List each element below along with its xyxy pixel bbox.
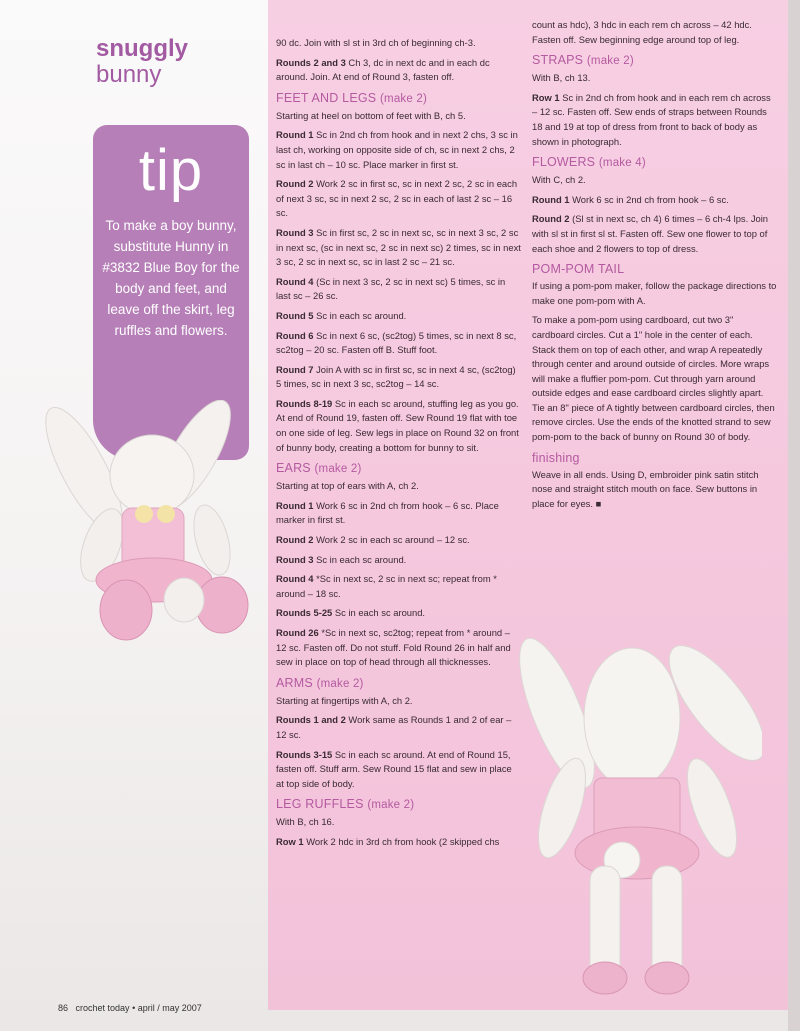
ears-round-1: Round 1 Work 6 sc in 2nd ch from hook – 6 sc. Place marker in first st. (276, 499, 499, 526)
ears-round-3: Round 3 Sc in each sc around. (276, 553, 407, 565)
instructions-column-2 (532, 18, 777, 516)
straps-start: With B, ch 13. (532, 72, 591, 84)
section-heading-flowers: FLOWERS (make 4) (532, 155, 646, 170)
tail-para-2: To make a pom-pom using cardboard, cut two 3" cardboard circles. Cut a 1" hole in the center of each. Stack them on top of each other, and wrap A repeatedly through center and around outside of circles. More wraps will make a fluffier pom-pom. Cut through yarn around outside edges and ease cardboard circles slightly apart. Tie an 8" piece of A tightly between cardboard circles, then remove circles. Use the ends of the knotted strand to sew pom-pom to the back of bunny on Round 30 of body. (532, 314, 775, 443)
section-heading-ruffles: LEG RUFFLES (make 2) (276, 797, 415, 812)
section-heading-tail: POM-POM TAIL (532, 262, 625, 277)
finishing-text: Weave in all ends. Using D, embroider pink satin stitch nose and straight stitch mouth on face. Sew buttons in place for eyes. ■ (532, 468, 759, 509)
feet-round-5: Round 5 Sc in each sc around. (276, 309, 407, 321)
footer-bullet: • (132, 1003, 136, 1013)
straps-row-1: Row 1 Sc in 2nd ch from hook and in each rem ch across – 12 sc. Fasten off. Sew ends of straps between Rounds 18 and 19 at top of dress from front to back of body as shown in photograph. (532, 91, 771, 147)
section-heading-arms: ARMS (make 2) (276, 675, 364, 690)
title-line-2: bunny (96, 61, 162, 88)
flowers-round-2: Round 2 (Sl st in next sc, ch 4) 6 times – 6 ch-4 lps. Join with sl st in first sl st. Fasten off. Sew one flower to top of each shoe and 2 flowers to top of dress. (532, 213, 769, 254)
feet-round-7: Round 7 Join A with sc in first sc, sc in next 4 sc, (sc2tog) 5 times, sc in next 3 sc, sc2tog – 14 sc. (276, 363, 516, 390)
feet-round-4: Round 4 (Sc in next 3 sc, 2 sc in next sc) 5 times, sc in last sc – 26 sc. (276, 275, 506, 302)
ears-round-4: Round 4 *Sc in next sc, 2 sc in next sc; repeat from * around – 18 sc. (276, 573, 497, 599)
flowers-start: With C, ch 2. (532, 174, 586, 186)
ears-round-26: Round 26 *Sc in next sc, sc2tog; repeat from * around – 12 sc. Fasten off. Do not stuff. Fold Round 26 in half and sew in place on top of head through all thicknesses. (276, 627, 511, 668)
section-heading-finishing: finishing (532, 450, 580, 465)
page-footer (58, 1003, 202, 1013)
tail-para-1: If using a pom-pom maker, follow the package directions to make one pom-pom with A. (532, 280, 777, 306)
feet-round-1: Round 1 Sc in 2nd ch from hook and in next 2 chs, 3 sc in last ch, working on opposite side of ch, sc in next 2 chs, 2 sc in last ch – 10 sc. Place marker in first st. (276, 129, 518, 170)
feet-start: Starting at heel on bottom of feet with B, ch 5. (276, 109, 466, 121)
section-heading-feet: FEET AND LEGS (make 2) (276, 90, 427, 105)
col2-intro: count as hdc), 3 hdc in each rem ch across – 42 hdc. Fasten off. Sew beginning edge around top of leg. (532, 19, 752, 45)
feet-round-2: Round 2 Work 2 sc in first sc, sc in next 2 sc, 2 sc in each of next 3 sc, sc in next 2 sc, 2 sc in each of last 2 sc – 16 sc. (276, 178, 518, 219)
ruffles-row-1: Row 1 Work 2 hdc in 3rd ch from hook (2 skipped chs (276, 835, 500, 847)
tip-heading: tip (138, 138, 204, 203)
feet-round-3: Round 3 Sc in first sc, 2 sc in next sc, sc in next 3 sc, 2 sc in next sc, (sc in next sc, 2 sc in next sc) 2 times, sc in next 3 sc, 2 sc in next sc, sc in last 2 sc – 21 sc. (276, 226, 521, 268)
feet-round-6: Round 6 Sc in next 6 sc, (sc2tog) 5 times, sc in next 8 sc, sc2tog – 20 sc. Fasten off B. Stuff foot. (276, 329, 517, 356)
standing-bunny-photo (512, 628, 762, 1000)
intro-lead: 90 dc. Join with sl st in 3rd ch of beginning ch-3. (276, 37, 476, 48)
tip-body: To make a boy bunny, substitute Hunny in #3832 Blue Boy for the body and feet, and leave off the skirt, leg ruffles and flowers. (102, 218, 240, 338)
pattern-title (96, 36, 188, 88)
page-number: 86 (58, 1003, 69, 1013)
intro-round: Rounds 2 and 3 Ch 3, dc in next dc and in each dc around. Join. At end of Round 3, fasten off. (276, 56, 490, 83)
arms-rounds-1-2: Rounds 1 and 2 Work same as Rounds 1 and 2 of ear – 12 sc. (276, 714, 512, 740)
ears-start: Starting at top of ears with A, ch 2. (276, 480, 419, 492)
section-heading-ears: EARS (make 2) (276, 461, 362, 476)
page-edge (788, 0, 800, 1031)
ruffles-start: With B, ch 16. (276, 816, 335, 828)
arms-rounds-3-15: Rounds 3-15 Sc in each sc around. At end of Round 15, fasten off. Stuff arm. Sew Round 15 flat and sew in place at top side of body. (276, 748, 512, 789)
issue-date: april / may 2007 (137, 1003, 202, 1013)
title-line-1: snuggly (96, 35, 189, 62)
sitting-bunny-photo (44, 400, 256, 650)
ears-round-2: Round 2 Work 2 sc in each sc around – 12 sc. (276, 534, 470, 546)
feet-rounds-8-19: Rounds 8-19 Sc in each sc around, stuffing leg as you go. At end of Round 19, fasten off. Sew Round 19 flat with toe on one side of leg. Sew legs in place on Round 32 on front of bunny body, creating a bottom for bunny to sit. (276, 397, 519, 453)
section-heading-straps: STRAPS (make 2) (532, 53, 634, 68)
instructions-column-1 (276, 36, 521, 855)
bottom-margin (268, 1010, 788, 1031)
flowers-round-1: Round 1 Work 6 sc in 2nd ch from hook – 6 sc. (532, 193, 729, 205)
ears-rounds-5-25: Rounds 5-25 Sc in each sc around. (276, 607, 426, 619)
magazine-name: crochet today (75, 1003, 130, 1013)
arms-start: Starting at fingertips with A, ch 2. (276, 694, 413, 706)
